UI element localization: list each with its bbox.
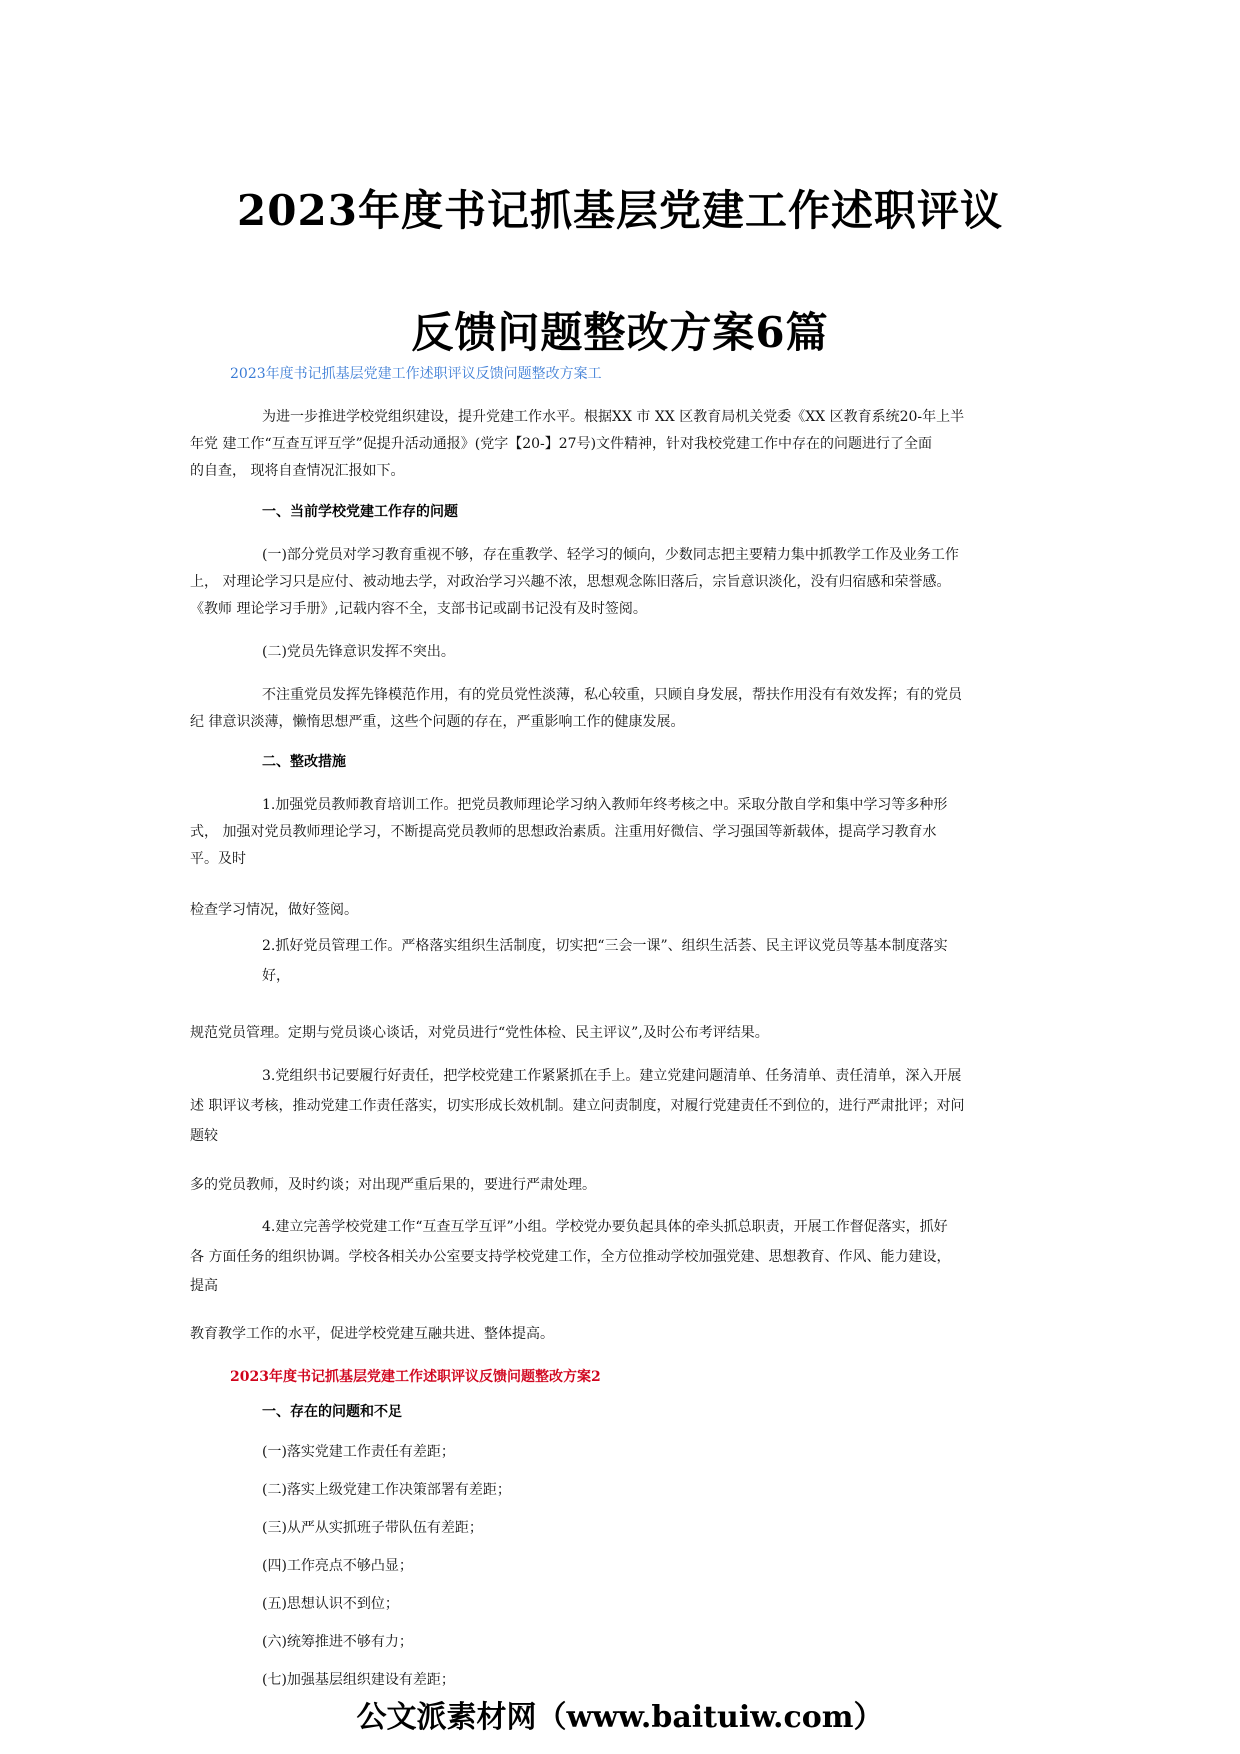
plan2-item: (二)落实上级党建工作决策部署有差距； (262, 1482, 511, 1498)
plan2-item: (三)从严从实抓班子带队伍有差距； (262, 1520, 483, 1536)
intro-line-2: 年党 建工作“互查互评互学”促提升活动通报》(党字【20-】27号)文件精神，针对我校党建工作中存在的问题进行了全面 (190, 436, 933, 452)
plan2-item: (七)加强基层组织建设有差距； (262, 1672, 455, 1688)
section1-heading: 一、当前学校党建工作存的问题 (262, 504, 458, 520)
m1-line-4: 检查学习情况，做好签阅。 (190, 902, 358, 918)
plan2-item: (六)统筹推进不够有力； (262, 1634, 413, 1650)
s1-p1-line-2: 上， 对理论学习只是应付、被动地去学，对政治学习兴趣不浓，思想观念陈旧落后，宗旨意识淡化，没有归宿感和荣誉感。 (190, 574, 951, 590)
m2-line-2: 好， (262, 968, 290, 984)
m1-line-2: 式， 加强对党员教师理论学习，不断提高党员教师的思想政治素质。注重用好微信、学习强国等新载体，提高学习教育水 (190, 824, 937, 840)
m2-line-1: 2.抓好党员管理工作。严格落实组织生活制度，切实把“三会一课”、组织生活荟、民主评议党员等基本制度落实 (262, 938, 948, 954)
section2-heading: 二、整改措施 (262, 754, 346, 770)
m3-line-1: 3.党组织书记要履行好责任，把学校党建工作紧紧抓在手上。建立党建问题清单、任务清单、责任清单，深入开展 (262, 1068, 962, 1084)
m3-line-4: 多的党员教师，及时约谈；对出现严重后果的，要进行严肃处理。 (190, 1177, 596, 1193)
plan2-subheading: 一、存在的问题和不足 (262, 1404, 402, 1420)
plan2-heading: 2023年度书记抓基层党建工作述职评议反馈问题整改方案2 (230, 1369, 601, 1385)
intro-line-3: 的自查， 现将自查情况汇报如下。 (190, 463, 405, 479)
s1-p1-line-1: (一)部分党员对学习教育重视不够，存在重教学、轻学习的倾向，少数同志把主要精力集中抓教学工作及业务工作 (262, 547, 959, 563)
m3-line-3: 题较 (190, 1128, 218, 1144)
intro-line-1: 为进一步推进学校党组织建设，提升党建工作水平。根据XX 市 XX 区教育局机关党委《XX 区教育系统20-年上半 (262, 409, 965, 425)
document-title-line-2: 反馈问题整改方案6篇 (411, 308, 829, 357)
m3-line-2: 述 职评议考核，推动党建工作责任落实，切实形成长效机制。建立问责制度，对履行党建责任不到位的，进行严肃批评；对问 (190, 1098, 965, 1114)
plan2-item: (五)思想认识不到位； (262, 1596, 399, 1612)
s1-p3-line-1: 不注重党员发挥先锋模范作用，有的党员党性淡薄，私心较重，只顾自身发展，帮扶作用没有有效发挥；有的党员 (262, 687, 962, 703)
footer-watermark: 公文派素材网（www.baituiw.com） (356, 1700, 884, 1735)
m1-line-3: 平。及时 (190, 851, 246, 867)
plan2-item: (一)落实党建工作责任有差距； (262, 1444, 455, 1460)
plan2-item: (四)工作亮点不够凸显； (262, 1558, 413, 1574)
m1-line-1: 1.加强党员教师教育培训工作。把党员教师理论学习纳入教师年终考核之中。采取分散自学和集中学习等多种形 (262, 797, 948, 813)
m2-line-3: 规范党员管理。定期与党员谈心谈话，对党员进行“党性体检、民主评议”,及时公布考评结果。 (190, 1025, 769, 1041)
m4-line-4: 教育教学工作的水平，促进学校党建互融共进、整体提高。 (190, 1326, 554, 1342)
s1-p1-line-3: 《教师 理论学习手册》,记载内容不全，支部书记或副书记没有及时签阅。 (190, 601, 647, 617)
m4-line-1: 4.建立完善学校党建工作“互查互学互评”小组。学校党办要负起具体的牵头抓总职责，开展工作督促落实，抓好 (262, 1219, 948, 1235)
plan1-subtitle-link[interactable]: 2023年度书记抓基层党建工作述职评议反馈问题整改方案工 (230, 366, 602, 382)
m4-line-2: 各 方面任务的组织协调。学校各相关办公室要支持学校党建工作，全方位推动学校加强党建、思想教育、作风、能力建设， (190, 1249, 951, 1265)
s1-p3-line-2: 纪 律意识淡薄，懒惰思想严重，这些个问题的存在，严重影响工作的健康发展。 (190, 714, 685, 730)
document-title-line-1: 2023年度书记抓基层党建工作述职评议 (237, 186, 1003, 235)
s1-p2: (二)党员先锋意识发挥不突出。 (262, 644, 455, 660)
m4-line-3: 提高 (190, 1278, 218, 1294)
